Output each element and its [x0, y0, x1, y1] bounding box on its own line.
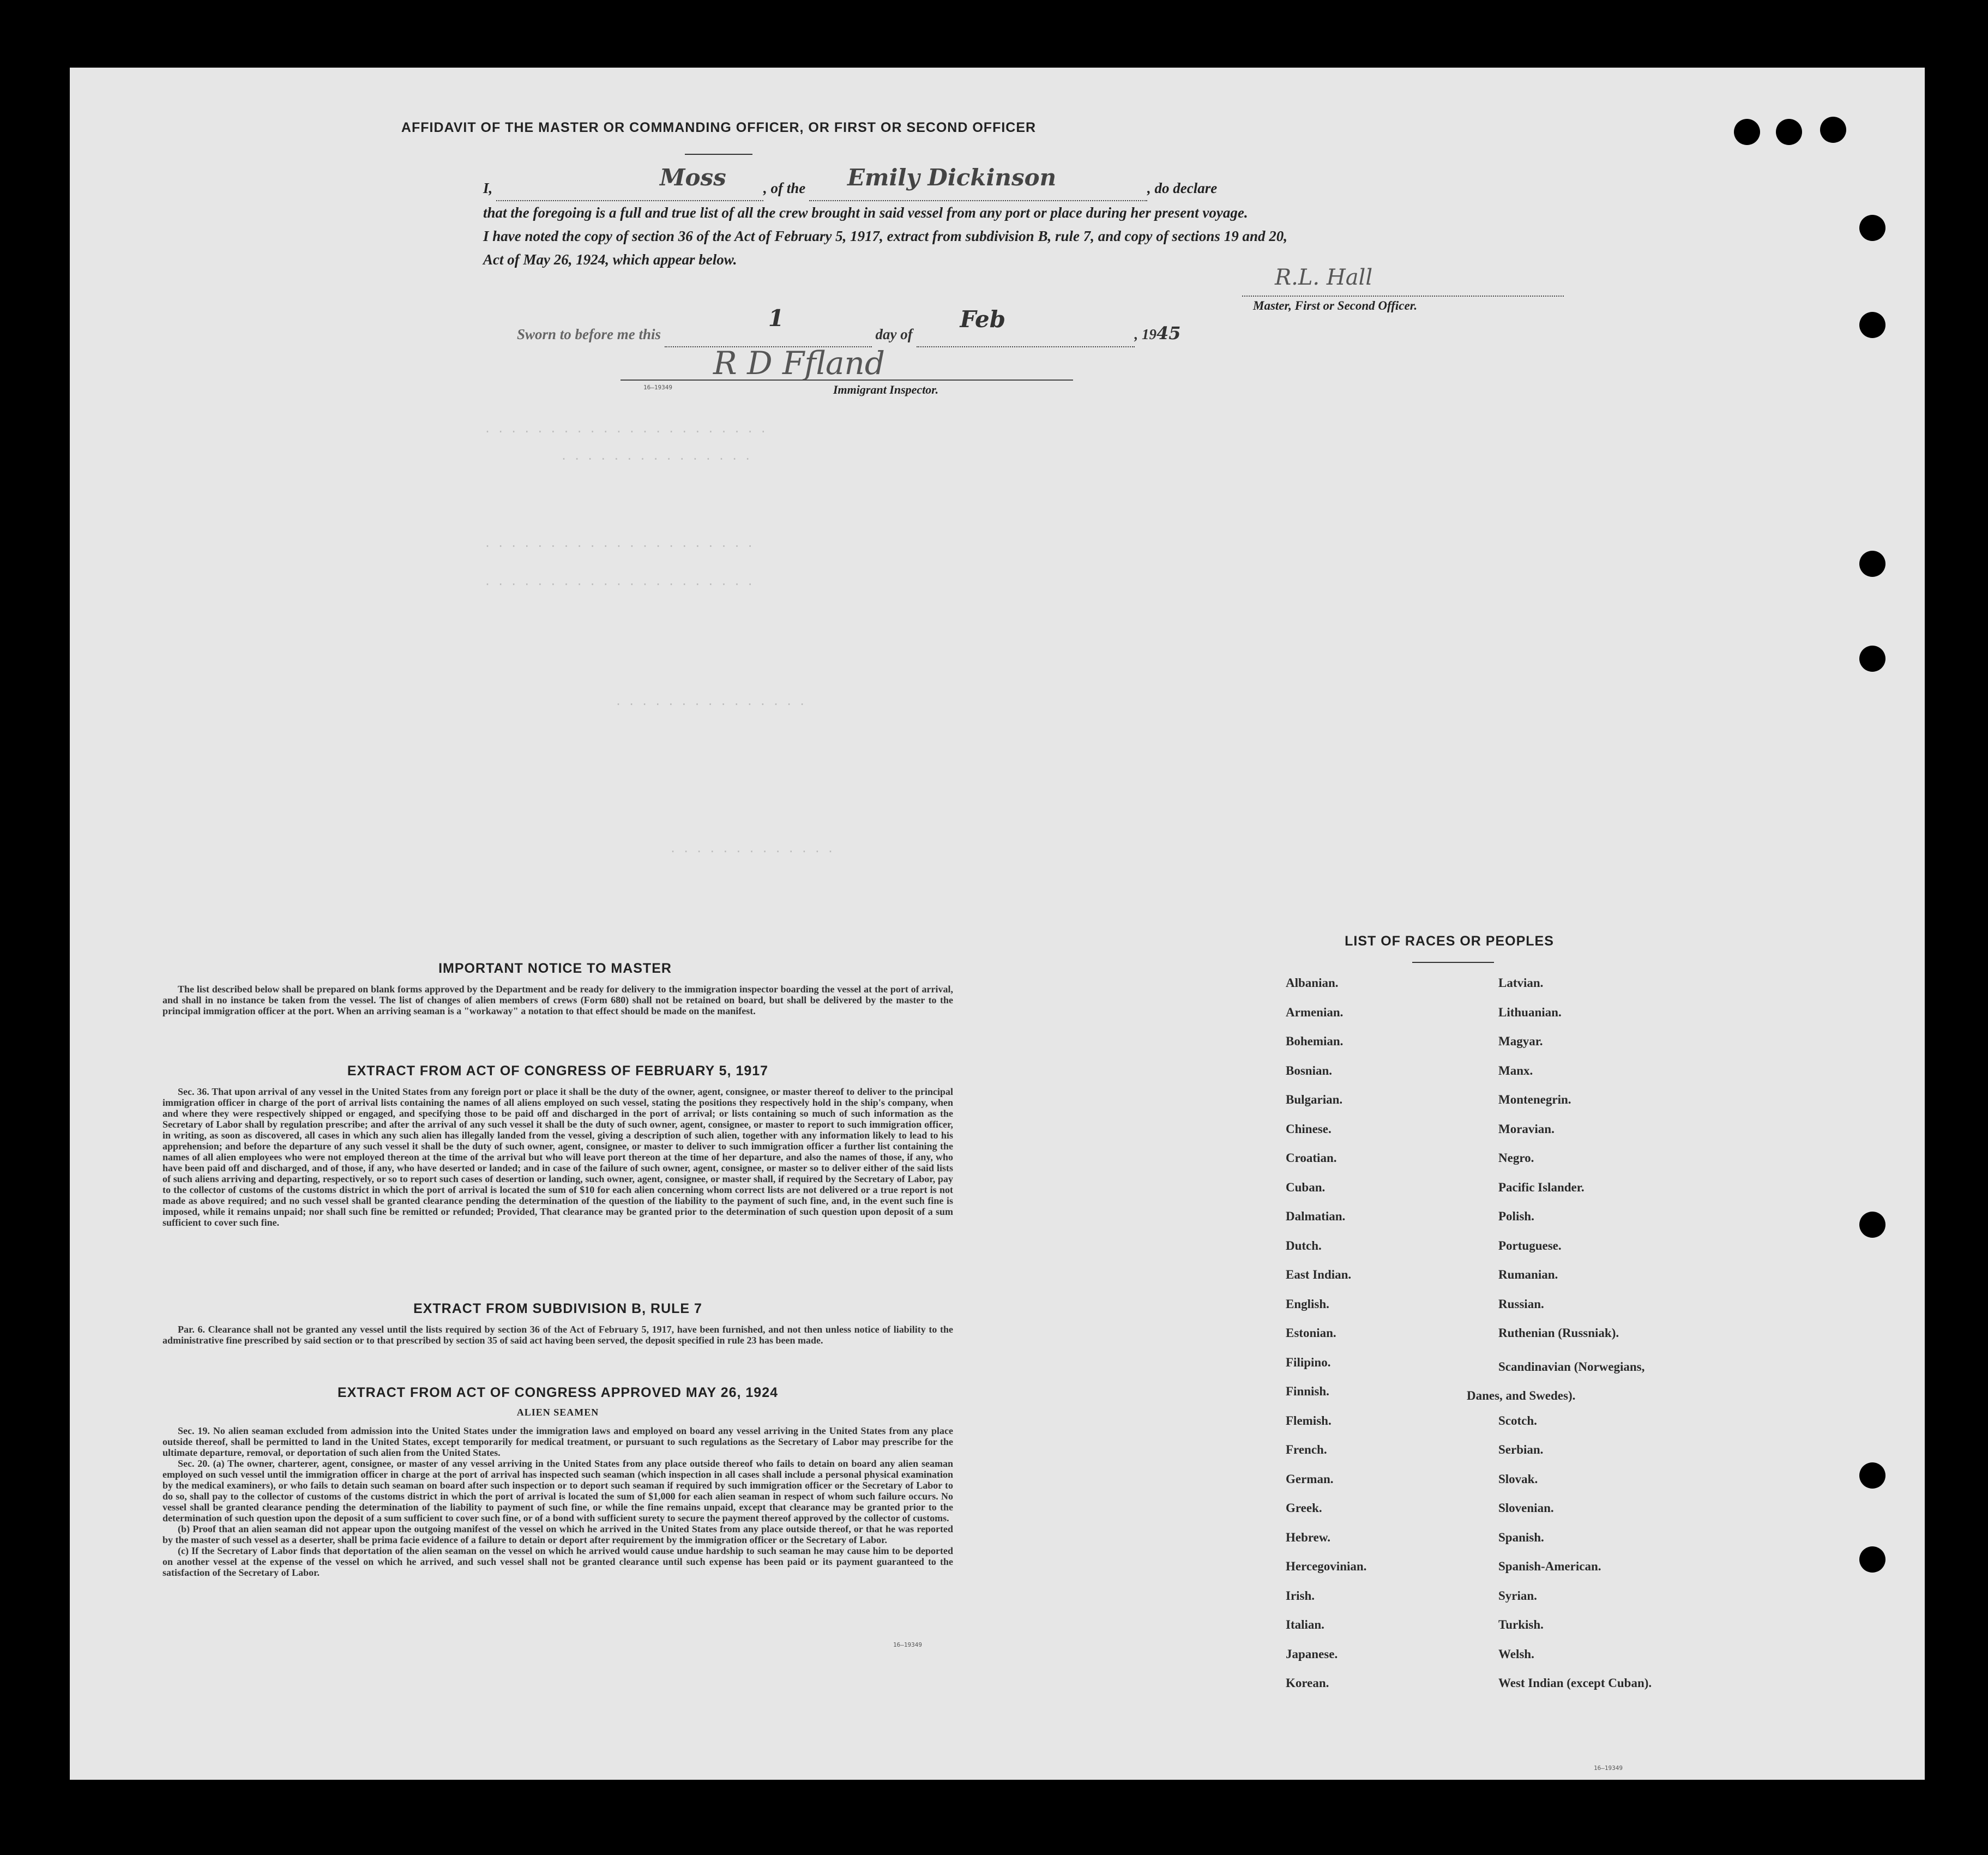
race-item: Manx.: [1498, 1063, 1533, 1077]
race-item: Cuban.: [1286, 1180, 1326, 1194]
race-item: Slovenian.: [1498, 1501, 1554, 1515]
sworn-year-prefix: , 19: [1134, 326, 1157, 342]
race-item: Spanish-American.: [1498, 1559, 1601, 1573]
sworn-line: [517, 305, 1181, 347]
form-number-right: 16—19349: [1594, 1764, 1623, 1772]
sworn-prefix: Sworn to before me this: [517, 326, 661, 342]
binder-hole: [1859, 551, 1885, 577]
race-item: Turkish.: [1498, 1618, 1544, 1631]
extract1924-sec20c: (c) If the Secretary of Labor finds that deportation of the alien seaman on the vessel on which he arrived would cause undue hardship to such seaman he may cause him to be deported on another vessel at the expense of the vessel on which he arrived, and such vessel shall not be granted clearance until such expense has been paid or its payment guaranteed to the satisfaction of the Secretary of Labor.: [162, 1545, 953, 1578]
race-item: Hebrew.: [1286, 1530, 1330, 1544]
binder-hole: [1859, 312, 1885, 338]
extract1924-sec20a: Sec. 20. (a) The owner, charterer, agent, consignee, or master of any vessel arriving in the United States from any place outside thereof who fails to detain on board any alien seaman employed on such vessel until the immigration officer in charge at the port of arrival has inspected such seaman (which inspection in all cases shall include a personal physical examination by the medical examiners), or who fails to detain such seaman on board after such inspection or to deport such seaman if required by such immigration officer or the Secretary of Labor to do so, shall pay to the collector of customs of the customs district in which the port of arrival is located the sum of $1,000 for each alien seaman in respect of whom such failure occurs. No vessel shall be granted clearance pending the determination of the liability to payment of such fine, or while the fine remains unpaid, except that clearance may be granted prior to the determination of such question upon the deposit of a sum sufficient to cover such fine, or of a bond with sufficient surety to secure the payment thereof approved by the collector of customs.: [162, 1458, 953, 1523]
binder-hole: [1820, 117, 1846, 143]
extract1924-sec20b: (b) Proof that an alien seaman did not appear upon the outgoing manifest of the vessel on which he arrived in the United States from any place outside thereof, or that he was reported by the master of such vessel as a deserter, shall be prima facie evidence of a failure to detain or deport after requirement by the immigration officer or the Secretary of Labor.: [162, 1523, 953, 1545]
race-item: Serbian.: [1498, 1443, 1544, 1456]
race-item: English.: [1286, 1297, 1329, 1311]
title-underline: [685, 154, 752, 155]
binder-hole: [1859, 646, 1885, 672]
binder-hole: [1776, 119, 1802, 145]
notice-title: IMPORTANT NOTICE TO MASTER: [438, 961, 672, 976]
race-item: Scandinavian (Norwegians,: [1498, 1359, 1645, 1374]
race-item: Portuguese.: [1498, 1238, 1562, 1252]
race-item: Rumanian.: [1498, 1268, 1558, 1281]
race-item: Polish.: [1498, 1209, 1534, 1223]
race-item: Danes, and Swedes).: [1467, 1389, 1576, 1403]
form-number-left: 16—19349: [893, 1641, 922, 1648]
race-item: Latvian.: [1498, 976, 1544, 990]
extract1924-title: EXTRACT FROM ACT OF CONGRESS APPROVED MAY 26, 1924: [337, 1385, 779, 1400]
race-item: Dalmatian.: [1286, 1209, 1346, 1223]
document-page: AFFIDAVIT OF THE MASTER OR COMMANDING OFFICER, OR FIRST OR SECOND OFFICER I, Moss , of the Emily Dickinson , do declare that the foregoing is a full and true list of all the crew brought in said vessel from any port or place during her present voyage. I have noted the copy of section 36 of the Act of February 5, 1917, extract from subdivision B, rule 7, and copy of sections 19 and 20, Act of May 26, 1924, which appear below. R.L. Hall Master, First or Second Officer. Sworn to before me this 1 day of Feb , 1945 R D Ffland 16—19349 Immigrant Inspector. . . . . . . . . . . . . . . . . . . . . . . . . . . . . . . . . . . . . . . . . . . . . . . . . . . . . . . . . . . . . . . . . . . . . . . . . . . . . . . . . . . . . . . . . . . . . . . . . . . . . . . . . . . . IMPORTANT NOTICE TO MASTER The list described below shall be prepared on blank forms approved by the Department and be ready for delivery to the immigration inspector boarding the vessel at the port of arrival, and shall in no instance be taken from the vessel. The list of changes of alien members of crews (Form 680) shall not be retained on board, but shall be delivered by the master to the principal immigration officer at the port. When an arriving seaman is a "workaway" a notation to that effect should be made on the manifest. EXTRACT FROM ACT OF CONGRESS OF FEBRUARY 5, 1917 Sec. 36. That upon arrival of any vessel in the United States from any foreign port or place it shall be the duty of the owner, agent, consignee, or master thereof to deliver to the principal immigration officer in charge of the port of arrival lists containing the names of all aliens employed on such vessel, stating the positions they respectively hold in the ship's company, when and where they were respectively shipped or engaged, and specifying those to be paid off and discharged in the port of arrival; or lists containing so much of such information as the Secretary of Labor shall by regulation prescribe; and after the arrival of any such vessel it shall be the duty of such owner, agent, consignee, or master to report to such immigration officer, in writing, as soon as discovered, all cases in which any such alien has illegally landed from the vessel, giving a description of such alien, together with any information likely to lead to his apprehension; and before the departure of any such vessel it shall be the duty of such owner, agent, consignee, or master to deliver to such immigration officer a further list containing the names of all alien employees who were not employed thereon at the time of the arrival but who will leave port thereon at the time of her departure, and also the names of those, if any, who have been paid off and discharged, and of those, if any, who have deserted or landed; and in case of the failure of such owner, agent, consignee, or master so to deliver either of the said lists of such aliens arriving and departing, respectively, or so to report such cases of desertion or landing, such owner, agent, consignee, or master shall, if required by the Secretary of Labor, pay to the collector of customs of the customs district in which the port of arrival is located the sum of $10 for each alien concerning whom correct lists are not delivered or a true report is not made as above required; and no such vessel shall be granted clearance pending the determination of the question of the liability to the payment of such fine, and, in the event such fine is imposed, while it remains unpaid; nor shall such fine be remitted or refunded; Provided, That clearance may be granted prior to the determination of such question upon deposit of a sum sufficient to cover such fine. EXTRACT FROM SUBDIVISION B, RULE 7 Par. 6. Clearance shall not be granted any vessel until the lists required by section 36 of the Act of February 5, 1917, have been furnished, and not then unless notice of liability to the administrative fine prescribed by said section or to that prescribed by section 35 of said act having been served, the deposit specified in rule 23 has been made. EXTRACT FROM ACT OF CONGRESS APPROVED MAY 26, 1924 ALIEN SEAMEN Sec. 19. No alien seaman excluded from admission into the United States under the immigration laws and employed on board any vessel arriving in the United States from any place outside thereof, shall be permitted to land in the United States, except temporarily for medical treatment, or pursuant to such regulations as the Secretary of Labor may prescribe for the ultimate departure, removal, or deportation of such alien from the United States. Sec. 20. (a) The owner, charterer, agent, consignee, or master of any vessel arriving in the United States from any place outside thereof who fails to detain on board any alien seaman employed on such vessel until the immigration officer in charge at the port of arrival has inspected such seaman (which inspection in all cases shall include a personal physical examination by the medical examiners), or who fails to detain such seaman on board after such inspection or to deport such seaman if required by such immigration officer or the Secretary of Labor to do so, shall pay to the collector of customs of the customs district in which the port of arrival is located the sum of $1,000 for each alien seaman in respect of whom such failure occurs. No vessel shall be granted clearance pending the determination of the liability to payment of such fine, or while the fine remains unpaid, except that clearance may be granted prior to the determination of such question upon the deposit of a sum sufficient to cover such fine, or of a bond with sufficient surety to secure the payment thereof approved by the collector of customs. (b) Proof that an alien seaman did not appear upon the outgoing manifest of the vessel on which he arrived in the United States from any place outside thereof, or that he was reported by the master of such vessel as a deserter, shall be prima facie evidence of a failure to detain or deport after requirement by the immigration officer or the Secretary of Labor. (c) If the Secretary of Labor finds that deportation of the alien seaman on the vessel on which he arrived would cause undue hardship to such seaman he may cause him to be deported on another vessel at the expense of the vessel on which he arrived, and such vessel shall not be granted clearance until such expense has been paid or its payment guaranteed to the satisfaction of the Secretary of Labor. 16—19349 LIST OF RACES OR PEOPLES Albanian. Armenian. Bohemian. Bosnian. Bulgarian. Chinese. Croatian. Cuban. Dalmatian. Dutch. East Indian. English. Estonian. Filipino. Finnish. Flemish. French. German. Greek. Hebrew. Hercegovinian. Irish. Italian. Japanese. Korean. Latvian. Lithuanian. Magyar. Manx. Montenegrin. Moravian. Negro. Pacific Islander. Polish. Portuguese. Rumanian. Russian. Ruthenian (Russniak). Scandinavian (Norwegians, Danes, and Swedes). Scotch. Serbian. Slovak. Slovenian. Spanish. Spanish-American. Syrian. Turkish. Welsh. West Indian (except Cuban). 16—19349: [70, 68, 1925, 1780]
extract1917-title: EXTRACT FROM ACT OF CONGRESS OF FEBRUARY 5, 1917: [347, 1063, 769, 1079]
race-item: Bohemian.: [1286, 1034, 1344, 1048]
master-caption: Master, First or Second Officer.: [1253, 299, 1418, 312]
race-item: Ruthenian (Russniak).: [1498, 1326, 1619, 1340]
sworn-day: 1: [768, 305, 785, 332]
race-item: Irish.: [1286, 1588, 1315, 1603]
sworn-month: Feb: [960, 306, 1006, 333]
binder-hole: [1859, 1546, 1885, 1573]
race-item: Bulgarian.: [1286, 1093, 1343, 1106]
race-item: Hercegovinian.: [1286, 1559, 1367, 1573]
race-item: Dutch.: [1286, 1238, 1322, 1252]
race-item: Negro.: [1498, 1151, 1534, 1165]
race-item: Bosnian.: [1286, 1063, 1333, 1077]
affidavit-line1-suffix: , do declare: [1147, 180, 1218, 196]
race-item: Russian.: [1498, 1297, 1544, 1311]
race-item: Filipino.: [1286, 1355, 1331, 1369]
affidavit-line2: that the foregoing is a full and true list of all the crew brought in said vessel from any port or place during her present voyage.: [483, 204, 1248, 221]
binder-hole: [1859, 1462, 1885, 1489]
race-item: Armenian.: [1286, 1005, 1344, 1019]
race-item: Greek.: [1286, 1501, 1322, 1515]
vessel-name-handwritten: Emily Dickinson: [847, 164, 1057, 191]
races-title: LIST OF RACES OR PEOPLES: [1345, 933, 1554, 949]
race-item: Spanish.: [1498, 1530, 1544, 1544]
affidavit-line3: I have noted the copy of section 36 of the Act of February 5, 1917, extract from subdivision B, rule 7, and copy of sections 19 and 20,: [483, 228, 1287, 244]
race-item: French.: [1286, 1443, 1327, 1456]
master-signature-line: [1242, 296, 1564, 297]
races-list: [1215, 976, 1760, 1772]
races-title-underline: [1412, 962, 1494, 963]
race-item: Estonian.: [1286, 1326, 1336, 1340]
sworn-mid: day of: [875, 326, 913, 342]
race-item: Japanese.: [1286, 1647, 1338, 1661]
race-item: Albanian.: [1286, 976, 1339, 990]
race-item: Korean.: [1286, 1676, 1329, 1690]
race-item: Montenegrin.: [1498, 1093, 1571, 1106]
race-item: Magyar.: [1498, 1034, 1543, 1048]
binder-hole: [1859, 1212, 1885, 1238]
extract1924-sec19: Sec. 19. No alien seaman excluded from admission into the United States under the immigration laws and employed on board any vessel arriving in the United States from any place outside thereof, shall be permitted to land in the United States, except temporarily for medical treatment, or pursuant to such regulations as the Secretary of Labor may prescribe for the ultimate departure, removal, or deportation of such alien from the United States.: [162, 1425, 953, 1458]
form-number-top: 16—19349: [643, 384, 672, 391]
notice-body: The list described below shall be prepared on blank forms approved by the Department and be ready for delivery to the immigration inspector boarding the vessel at the port of arrival, and shall in no instance be taken from the vessel. The list of changes of alien members of crews (Form 680) shall not be retained on board, but shall be delivered by the master to the principal immigration officer at the port. When an arriving seaman is a "workaway" a notation to that effect should be made on the manifest.: [162, 984, 953, 1016]
race-item: Flemish.: [1286, 1413, 1332, 1428]
inspector-signature-line: [621, 380, 1073, 381]
officer-name-handwritten: Moss: [660, 164, 726, 191]
extract1924-body: [162, 1425, 953, 1578]
race-item: Lithuanian.: [1498, 1005, 1562, 1019]
subdivision-title: EXTRACT FROM SUBDIVISION B, RULE 7: [413, 1301, 702, 1316]
race-item: Italian.: [1286, 1618, 1324, 1631]
binder-hole: [1859, 215, 1885, 241]
race-item: Moravian.: [1498, 1122, 1555, 1136]
binder-hole: [1734, 119, 1760, 145]
race-item: Pacific Islander.: [1498, 1180, 1585, 1194]
race-item: Welsh.: [1498, 1647, 1534, 1661]
race-item: East Indian.: [1286, 1268, 1352, 1281]
extract1924-subtitle: ALIEN SEAMEN: [516, 1407, 599, 1418]
sworn-year: 45: [1156, 323, 1181, 344]
race-item: Chinese.: [1286, 1122, 1332, 1136]
inspector-signature: R D Ffland: [713, 345, 885, 382]
race-item: German.: [1286, 1472, 1334, 1486]
race-item: Croatian.: [1286, 1151, 1337, 1165]
race-item: Slovak.: [1498, 1472, 1538, 1486]
affidavit-line1-prefix: I,: [483, 180, 493, 196]
inspector-caption: Immigrant Inspector.: [833, 383, 939, 396]
master-signature: R.L. Hall: [1275, 265, 1373, 290]
affidavit-title: AFFIDAVIT OF THE MASTER OR COMMANDING OFFICER, OR FIRST OR SECOND OFFICER: [401, 120, 1037, 135]
race-item: Scotch.: [1498, 1413, 1537, 1428]
affidavit-body: [483, 164, 1601, 272]
affidavit-line4: Act of May 26, 1924, which appear below.: [483, 251, 737, 268]
race-item: West Indian (except Cuban).: [1498, 1676, 1652, 1690]
affidavit-line1-mid: , of the: [763, 180, 806, 196]
extract1917-body: Sec. 36. That upon arrival of any vessel in the United States from any foreign port or place it shall be the duty of the owner, agent, consignee, or master thereof to deliver to the principal immigration officer in charge of the port of arrival lists containing the names of all aliens employed on such vessel, stating the positions they respectively hold in the ship's company, when and where they were respectively shipped or engaged, and specifying those to be paid off and discharged in the port of arrival; or lists containing so much of such information as the Secretary of Labor shall by regulation prescribe; and after the arrival of any such vessel it shall be the duty of such owner, agent, consignee, or master to report to such immigration officer, in writing, as soon as discovered, all cases in which any such alien has illegally landed from the vessel, giving a description of such alien, together with any information likely to lead to his apprehension; and before the departure of any such vessel it shall be the duty of such owner, agent, consignee, or master to deliver to such immigration officer a further list containing the names of all alien employees who were not employed thereon at the time of the arrival but who will leave port thereon at the time of her departure, and also the names of those, if any, who have been paid off and discharged, and of those, if any, who have deserted or landed; and in case of the failure of such owner, agent, consignee, or master so to deliver either of the said lists of such aliens arriving and departing, respectively, or so to report such cases of desertion or landing, such owner, agent, consignee, or master shall, if required by the Secretary of Labor, pay to the collector of customs of the customs district in which the port of arrival is located the sum of $10 for each alien concerning whom correct lists are not delivered or a true report is not made as above required; and no such vessel shall be granted clearance pending the determination of the question of the liability to the payment of such fine, and, in the event such fine is imposed, while it remains unpaid; nor shall such fine be remitted or refunded; Provided, That clearance may be granted prior to the determination of such question upon deposit of a sum sufficient to cover such fine.: [162, 1086, 953, 1228]
race-item: Syrian.: [1498, 1588, 1537, 1603]
subdivision-body: Par. 6. Clearance shall not be granted any vessel until the lists required by section 36 of the Act of February 5, 1917, have been furnished, and not then unless notice of liability to the administrative fine prescribed by said section or to that prescribed by section 35 of said act having been served, the deposit specified in rule 23 has been made.: [162, 1324, 953, 1346]
race-item: Finnish.: [1286, 1384, 1329, 1398]
